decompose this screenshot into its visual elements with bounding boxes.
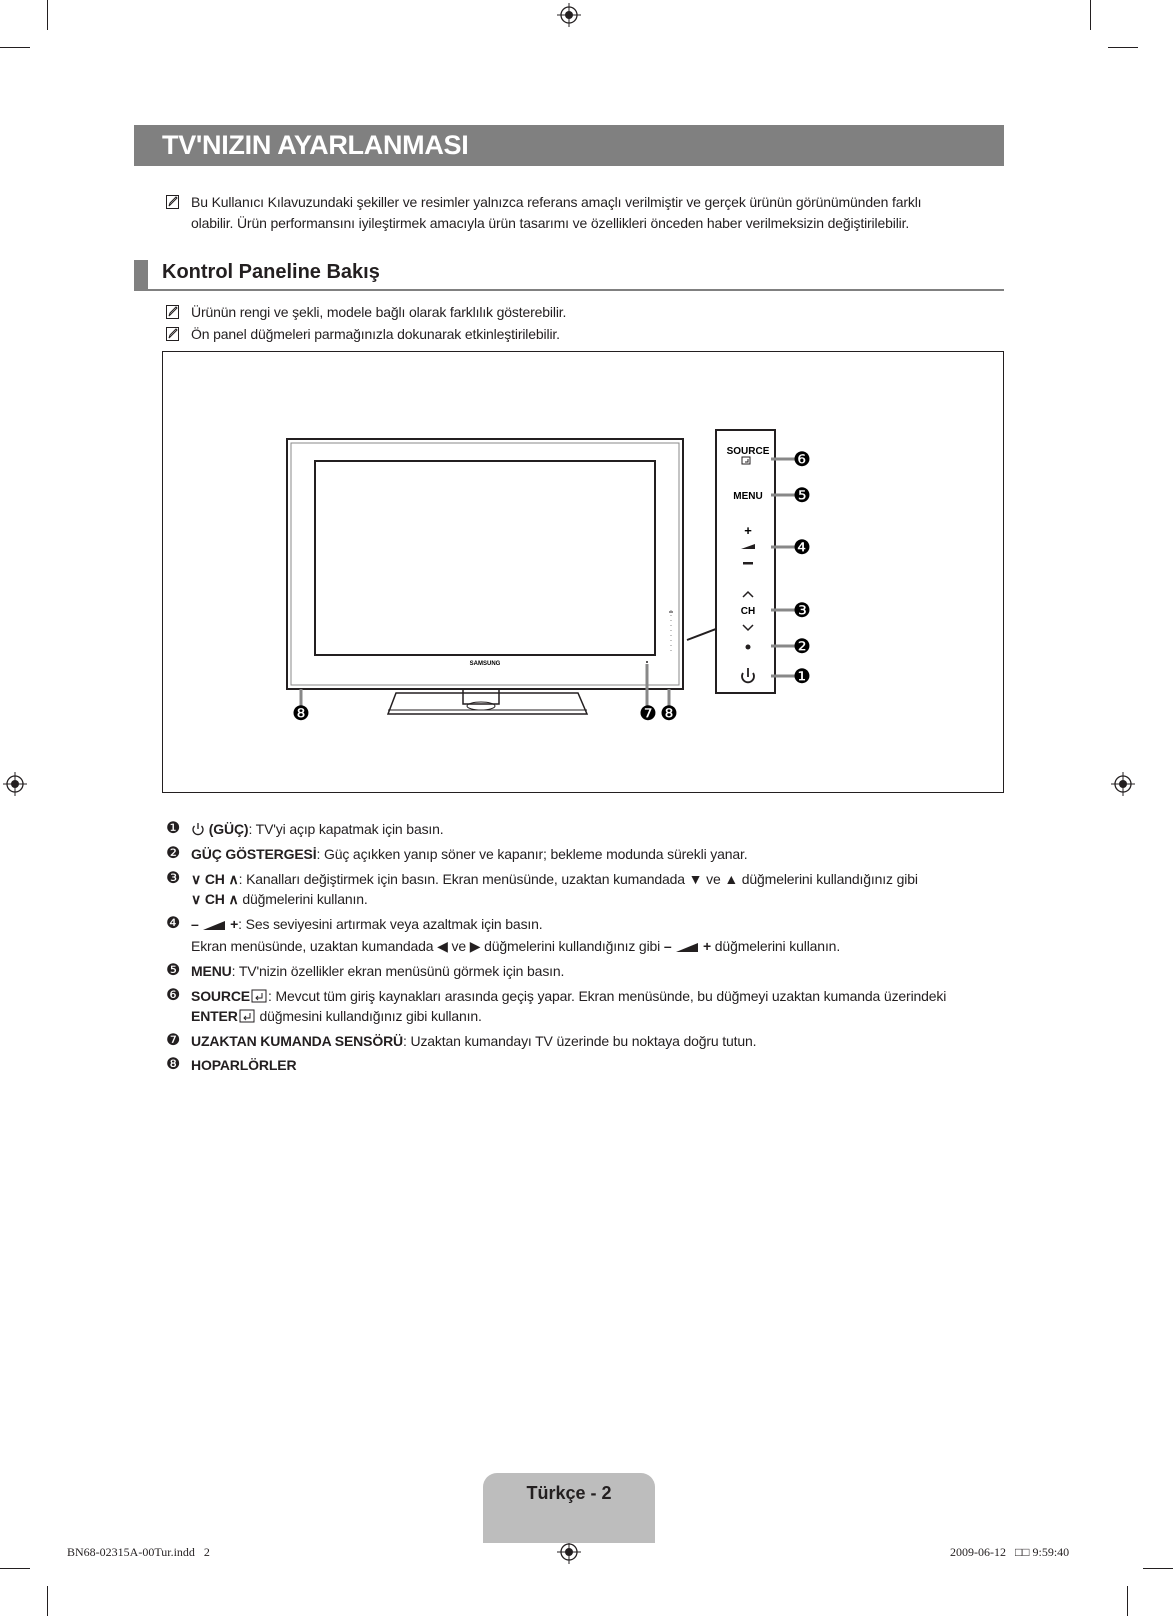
- crop-mark: [1108, 47, 1138, 48]
- power-indicator-icon: [746, 645, 751, 650]
- date-slug: 2009-06-12 □□ 9:59:40: [950, 1545, 1070, 1559]
- tv-brand-logo: SAMSUNG: [469, 661, 501, 667]
- manual-page: TV'NIZIN AYARLANMASI Bu Kullanıcı Kılavuzundaki şekiller ve resimler yalnızca referans amaçlı verilmiştir ve gerçek ürünün görünümünden farklı olabilir. Ürün performansını iyileştirmek amacıyla ürün tasarımı ve özellikleri önceden haber verilmeksizin değiştirilebilir. Kontrol Paneline Bakış Ürünün rengi ve şekli, modele bağlı olarak farklılık gösterebilir. Ön panel düğmeleri parmağınızla dokunarak etkinleştirilebilir. SAMSUNG SOURCE MENU + CH ❻ ❺ ❹ ❸ ❷ ❶ ❽ ❼ ❽ ❶ (GÜÇ): TV'yi açıp kapatmak için basın. ❷ GÜÇ GÖSTERGESİ: Güç açıkken yanıp söner ve kapanır; bekleme modunda sürekli yanar. ❸ ∨ CH ∧: Kanalları değiştirmek için basın. Ekran menüsünde, uzaktan kumandada ▼ ve ▲ düğmelerini kullandığınız gibi ∨ CH ∧ düğmelerini kullanın. ❹ – +: Ses seviyesini artırmak veya azaltmak için basın. Ekran menüsünde, uzaktan kumandada ◀ ve ▶ düğmelerini kullandığınız gibi – + düğmelerini kullanın. ❺ MENU: TV'nizin özellikler ekran menüsünü görmek için basın. ❻ SOURCE : Mevcut tüm giriş kaynakları arasında geçiş yapar. Ekran menüsünde, bu düğmeyi uzaktan kumanda üzerindeki ENTER düğmesini kullandığınız gibi kullanın. ❼ UZAKTAN KUMANDA SENSÖRÜ: Uzaktan kumandayı TV üzerinde bu noktaya doğru tutun. ❽ HOPARLÖRLER Türkçe - 2 BN68-02315A-00Tur.indd 2 2009-06-12 □□ 9:59:40: [0, 0, 1173, 1616]
- crop-mark: [0, 1568, 30, 1569]
- note-text: Ürünün rengi ve şekli, modele bağlı olarak farklılık gösterebilir.: [191, 304, 567, 320]
- callout-8: ❽: [660, 703, 678, 725]
- crop-mark: [47, 1586, 48, 1616]
- crop-mark: [1127, 1586, 1128, 1616]
- crop-mark: [47, 0, 48, 30]
- source-button-label: SOURCE: [726, 446, 770, 457]
- power-icon: [191, 822, 205, 836]
- callout-1: ❶: [793, 666, 811, 688]
- crop-mark: [0, 47, 30, 48]
- callout-5: ❺: [793, 485, 811, 507]
- volume-icon: [741, 544, 755, 549]
- channel-down-icon: [743, 625, 753, 630]
- enter-icon: [238, 1009, 256, 1023]
- section-title: Kontrol Paneline Bakış: [162, 261, 380, 283]
- callout-2: ❷: [793, 636, 811, 658]
- callout-7: ❼: [639, 703, 657, 725]
- tv-illustration: [287, 430, 795, 714]
- crop-mark: [1090, 0, 1091, 30]
- volume-icon: [202, 919, 226, 931]
- menu-button-label: MENU: [733, 491, 763, 502]
- callout-4: ❹: [793, 537, 811, 559]
- page-number: Türkçe - 2: [526, 1483, 612, 1503]
- volume-icon: [675, 941, 699, 953]
- section-heading: [134, 260, 1004, 291]
- note-pencil-icon: [166, 195, 179, 209]
- callout-8: ❽: [292, 703, 310, 725]
- front-control-panel: [727, 446, 770, 682]
- registration-mark-icon: [557, 1540, 581, 1564]
- file-slug: BN68-02315A-00Tur.indd 2: [67, 1545, 210, 1559]
- volume-minus-icon: [743, 562, 753, 565]
- registration-mark-icon: [557, 3, 581, 27]
- page-title-bar: [134, 125, 1004, 166]
- callout-3: ❸: [793, 600, 811, 622]
- page-title: TV'NIZIN AYARLANMASI: [162, 130, 469, 160]
- channel-label: CH: [740, 606, 756, 617]
- page-number-tab: [483, 1473, 655, 1543]
- crop-mark: [1143, 1568, 1173, 1569]
- source-enter-icon: [250, 989, 268, 1003]
- note-text: Ön panel düğmeleri parmağınızla dokunarak etkinleştirilebilir.: [191, 326, 560, 342]
- note-pencil-icon: [166, 327, 179, 341]
- registration-mark-icon: [3, 772, 27, 796]
- note-text: Bu Kullanıcı Kılavuzundaki şekiller ve resimler yalnızca referans amaçlı verilmiştir ve gerçek ürünün görünümünden farklı: [191, 194, 922, 210]
- channel-up-icon: [743, 592, 753, 597]
- control-panel-diagram: [162, 351, 1004, 793]
- note-pencil-icon: [166, 305, 179, 319]
- callout-6: ❻: [793, 449, 811, 471]
- note-text: olabilir. Ürün performansını iyileştirmek amacıyla ürün tasarımı ve özellikleri önceden haber verilmeksizin değiştirilebilir.: [191, 215, 910, 231]
- volume-plus-label: +: [744, 523, 752, 538]
- registration-mark-icon: [1111, 772, 1135, 796]
